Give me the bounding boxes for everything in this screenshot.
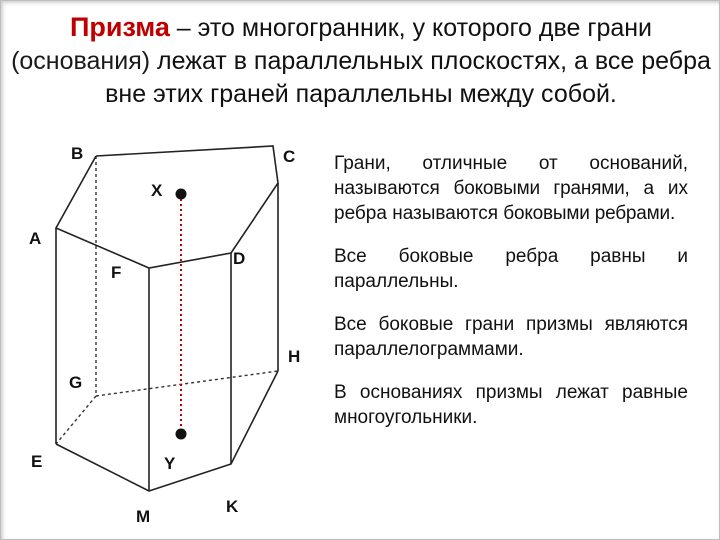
vertex-label-B: B xyxy=(71,144,84,163)
term-lateral-faces: боковыми гранями xyxy=(453,178,625,199)
heading-rest-text: лежат в параллельных плоскостях, а все ребра вне этих граней параллельны между собой. xyxy=(105,47,711,108)
note-text: , а их ребра называются xyxy=(334,178,688,224)
term-prism: Призма xyxy=(69,12,170,42)
note-lateral-faces xyxy=(334,151,688,226)
heading-paren-text: (основания) xyxy=(11,47,151,75)
note-equal-bases: В основаниях призмы лежат равные многоугольники. xyxy=(334,382,688,428)
point-Y xyxy=(176,429,187,440)
note-text: Грани, отличные от оснований, называются xyxy=(334,153,688,199)
vertex-label-Y: Y xyxy=(164,454,176,473)
prism-properties xyxy=(334,151,688,448)
heading-dash-text: – это многогранник, у которого две грани xyxy=(169,14,653,42)
edge-GE xyxy=(56,396,96,444)
vertex-label-H: H xyxy=(288,347,301,366)
note-edges-equal: Все боковые ребра равны и параллельны. xyxy=(334,246,688,292)
vertex-label-A: A xyxy=(29,229,42,248)
prism-drawing xyxy=(1,126,331,536)
vertex-label-F: F xyxy=(111,263,122,282)
note-text: . xyxy=(669,203,676,224)
note-parallelograms: Все боковые грани призмы являются параллелограммами. xyxy=(334,314,688,360)
vertex-label-K: K xyxy=(226,497,239,516)
vertex-label-G: G xyxy=(69,373,83,392)
vertex-label-E: E xyxy=(31,452,43,471)
edge-GH xyxy=(96,371,278,396)
vertex-label-C: C xyxy=(283,147,296,166)
point-X xyxy=(176,189,187,200)
vertex-label-X: X xyxy=(151,181,163,200)
definition-heading xyxy=(1,11,720,111)
term-lateral-edges: боковыми ребрами xyxy=(503,203,670,224)
vertex-label-D: D xyxy=(233,249,246,268)
prism-figure xyxy=(1,126,331,536)
bottom-base-visible xyxy=(56,371,278,491)
vertex-label-M: M xyxy=(136,507,151,526)
visible-edges xyxy=(56,146,278,491)
hidden-edges xyxy=(56,156,278,444)
